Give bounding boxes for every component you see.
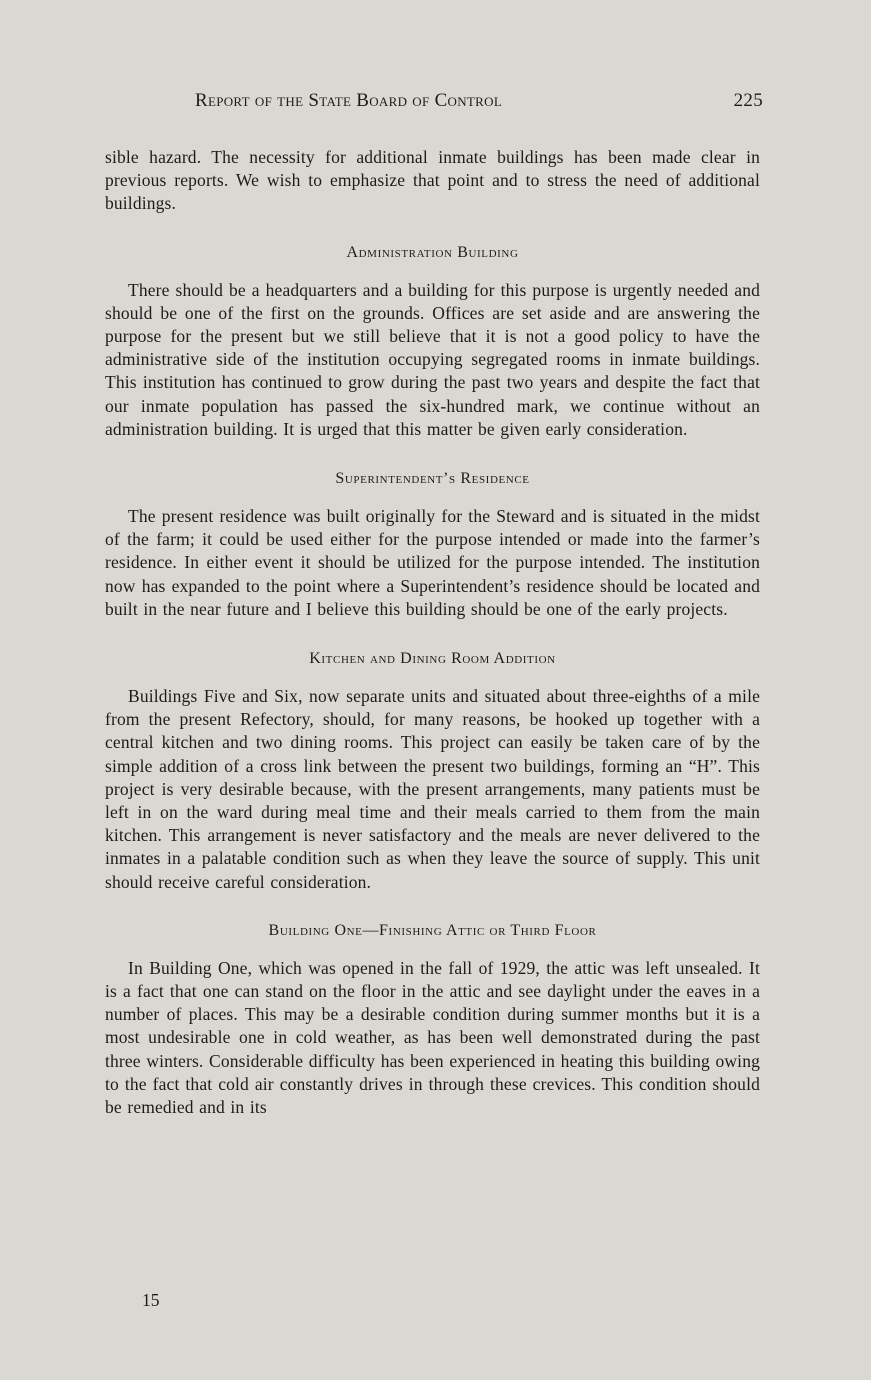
paragraph-superintendents-residence: The present residence was built originally for the Steward and is situated in the midst of the farm; it could be used either for the purpose intended or made into the farmer’s residence. In either event it should be utilized for the purpose intended. The institution now has expanded to the point where a Superintendent’s residence should be located and built in the near future and I believe this building should be one of the early projects. [105,506,760,619]
section-heading-building-one-attic: Building One—Finishing Attic or Third Floor [268,921,597,939]
section-heading-superintendents-residence: Superintendent’s Residence [335,470,530,488]
continued-paragraph: sible hazard. The necessity for additional inmate buildings has been made clear in previous reports. We wish to emphasize that point and to stress the need of additional buildings. [105,147,760,214]
page-body [105,146,760,1119]
paragraph-administration-building: There should be a headquarters and a building for this purpose is urgently needed and should be one of the first on the grounds. Offices are set aside and are answering the purpose for the present but we still believe that it is not a good policy to have the administrative side of the institution occupying segregated rooms in inmate buildings. This institution has continued to grow during the past two years and despite the fact that our inmate population has passed the six-hundred mark, we continue without an administration building. It is urged that this matter be given early consideration. [105,279,760,439]
signature-mark: 15 [142,1290,160,1310]
paragraph-kitchen-dining-addition: Buildings Five and Six, now separate units and situated about three-eighths of a mile from the present Refectory, should, for many reasons, be hooked up together with a central kitchen and two dining rooms. This project can easily be taken care of by the simple addition of a cross link between the present two buildings, forming an “H”. This project is very desirable because, with the present arrangements, many patients must be left in on the ward during meal time and their meals carried to them from the main kitchen. This arrangement is never satisfactory and the meals are never delivered to the inmates in a palatable condition such as when they leave the source of supply. This unit should receive careful consideration. [105,686,760,892]
section-heading-kitchen-dining-addition: Kitchen and Dining Room Addition [309,650,556,668]
page-number: 225 [733,90,763,111]
running-header-title: Report of the State Board of Control [195,90,503,111]
section-heading-administration-building: Administration Building [346,243,519,261]
paragraph-building-one-attic: In Building One, which was opened in the fall of 1929, the attic was left unsealed. It is a fact that one can stand on the floor in the attic and see daylight under the eaves in a number of places. This may be a desirable condition during summer months but it is a most undesirable one in cold weather, as has been well demonstrated during the past three winters. Considerable difficulty has been experienced in heating this building owing to the fact that cold air constantly drives in through these crevices. This condition should be remedied and in its [105,957,760,1118]
running-header [195,90,763,118]
